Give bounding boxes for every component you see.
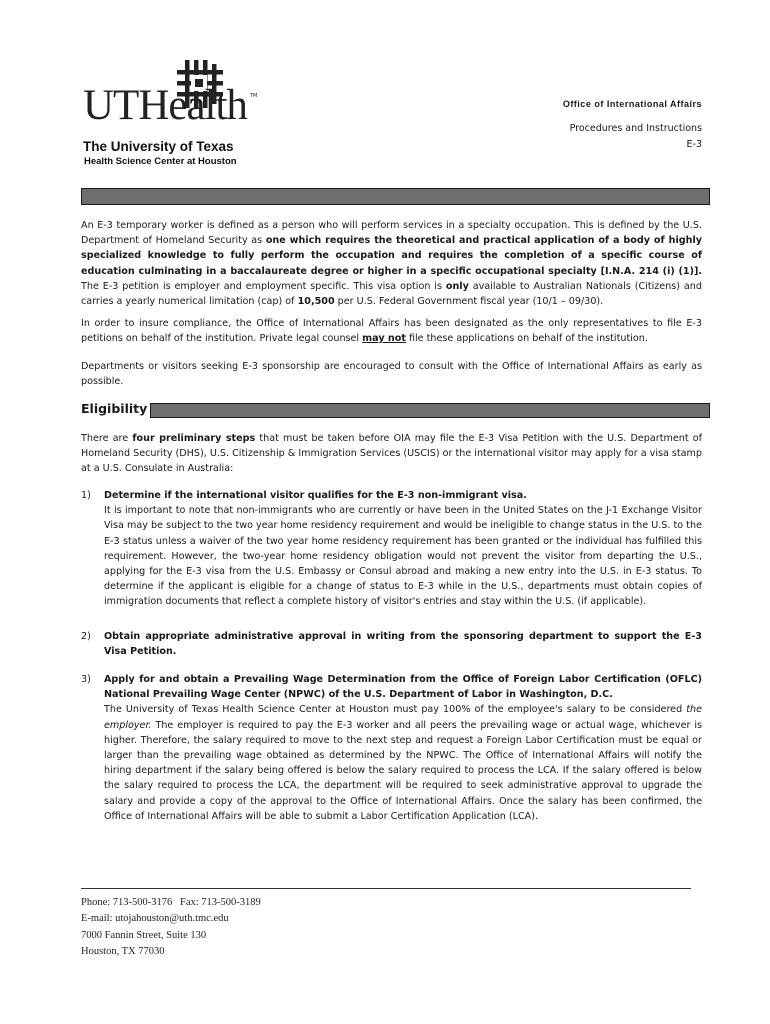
- text-run: There are: [81, 433, 133, 444]
- text-run: only: [445, 280, 469, 292]
- text-run: The E-3 petition is employer and employment specific. This visa option is: [81, 280, 446, 292]
- eligibility-paragraph: [81, 431, 702, 477]
- trademark-mark: TM: [250, 93, 258, 99]
- step-item: [81, 488, 702, 610]
- footer-fax: Fax: 713-500-3189: [180, 897, 261, 908]
- university-name: The University of Texas: [83, 139, 234, 154]
- intro-paragraph-consult: [81, 359, 702, 389]
- step-heading: Obtain appropriate administrative approval in writing from the sponsoring department to support the E-3 Visa Petition.: [104, 631, 702, 658]
- text-run: file these applications on behalf of the institution.: [405, 333, 648, 345]
- document-type: Procedures and Instructions: [569, 123, 702, 134]
- text-run: per U.S. Federal Government fiscal year (10/1 – 09/30).: [334, 296, 604, 308]
- text-run: It is important to note that non-immigrants who are currently or have been in the United States on the J-1 Exchange Visitor Visa may be subject to the two year home residency requirement and would be ineligible to change status in the U.S. to the E-3 status unless a waiver of the two year home residency requirement has been granted or the individual has fulfilled this requirement. However, the two-year home residency obligation would not prevent the visitor from departing the U.S., applying for the E-3 visa from the U.S. Embassy or Consul abroad and making a new entry into the U.S. in E-3 status. To determine if the applicant is eligible for a change of status to E-3 while in the U.S., departments must obtain copies of immigration documents that reflect a complete history of visitor's entries and stay within the U.S. (if applicable).: [104, 505, 702, 608]
- text-run: Departments or visitors seeking E-3 sponsorship are encouraged to consult with the Office of International Affairs as early as possible.: [81, 361, 702, 388]
- text-run: In order to insure compliance, the Office of International Affairs has been designated as the only representatives to file E-3 petitions on behalf of the institution. Private legal counsel: [81, 318, 702, 345]
- title-bar: [81, 188, 710, 205]
- text-run: four preliminary steps: [132, 433, 256, 444]
- section-heading-eligibility: Eligibility: [81, 401, 148, 416]
- office-name: Office of International Affairs: [562, 99, 702, 109]
- text-run: the employer.: [104, 704, 702, 731]
- step-item: [81, 629, 702, 659]
- step-description: [104, 503, 702, 609]
- footer-city: Houston, TX 77030: [81, 946, 165, 957]
- university-subtitle: Health Science Center at Houston: [84, 156, 237, 167]
- step-heading: Apply for and obtain a Prevailing Wage Determination from the Office of Foreign Labor Certification (OFLC) National Prevailing Wage Center (NPWC) of the U.S. Department of Labor in Washington, D.C.: [104, 674, 702, 701]
- text-run: one which requires the theoretical and practical application of a body of highly specialized knowledge to fully perform the occupation and requires the completion of a specific course of education culminating in a baccalaureate degree or higher in a specific occupational specialty [I.N.A. 214 (i) (1)].: [81, 235, 702, 277]
- step-number: 2): [81, 631, 91, 642]
- section-heading-bar: [150, 403, 710, 418]
- step-number: 3): [81, 674, 91, 685]
- step-item: [81, 672, 702, 824]
- intro-paragraph-compliance: [81, 316, 702, 346]
- document-code: E-3: [686, 139, 702, 150]
- footer-email: E-mail: utojahouston@uth.tmc.edu: [81, 913, 229, 924]
- footer-divider: [81, 888, 691, 889]
- step-number: 1): [81, 490, 91, 501]
- logo-wordmark: UTHealth: [83, 82, 247, 129]
- footer-address: 7000 Fannin Street, Suite 130: [81, 930, 207, 941]
- text-run: The University of Texas Health Science Center at Houston must pay 100% of the employee's salary to be considered: [104, 704, 687, 716]
- text-run: may not: [362, 333, 406, 345]
- step-heading: Determine if the international visitor qualifies for the E-3 non-immigrant visa.: [104, 490, 527, 501]
- text-run: The employer is required to pay the E-3 worker and all peers the prevailing wage or actual wage, whichever is higher. Therefore, the salary required to move to the next step and request a Foreign Labor Certification must be equal or larger than the prevailing wage obtained as determined by the NPWC. The Office of International Affairs will notify the hiring department if the salary being offered is below the salary required to process the LCA. If the salary offered is below the salary required to process the LCA, the department will be required to seek administrative approval to upgrade the salary and provide a copy of the approval to the Office of International Affairs. Once the salary has been confirmed, the Office of International Affairs will be able to submit a Labor Certification Application (LCA).: [104, 719, 702, 822]
- footer-phone: Phone: 713-500-3176: [81, 897, 173, 908]
- intro-paragraph-definition: [81, 218, 702, 309]
- text-run: that must be taken before OIA may file the E-3 Visa Petition with the U.S. Department of Homeland Security (DHS), U.S. Citizenship & Immigration Services (USCIS) or the international visitor may apply for a visa stamp at a U.S. Consulate in Australia:: [81, 433, 702, 475]
- text-run: 10,500: [297, 296, 335, 308]
- step-description: [104, 702, 702, 824]
- text-run: available to Australian Nationals (Citizens) and carries a yearly numerical limitation (cap) of: [81, 280, 702, 308]
- text-run: An E-3 temporary worker is defined as a person who will perform services in a specialty occupation. This is defined by the U.S. Department of Homeland Security as: [81, 220, 702, 247]
